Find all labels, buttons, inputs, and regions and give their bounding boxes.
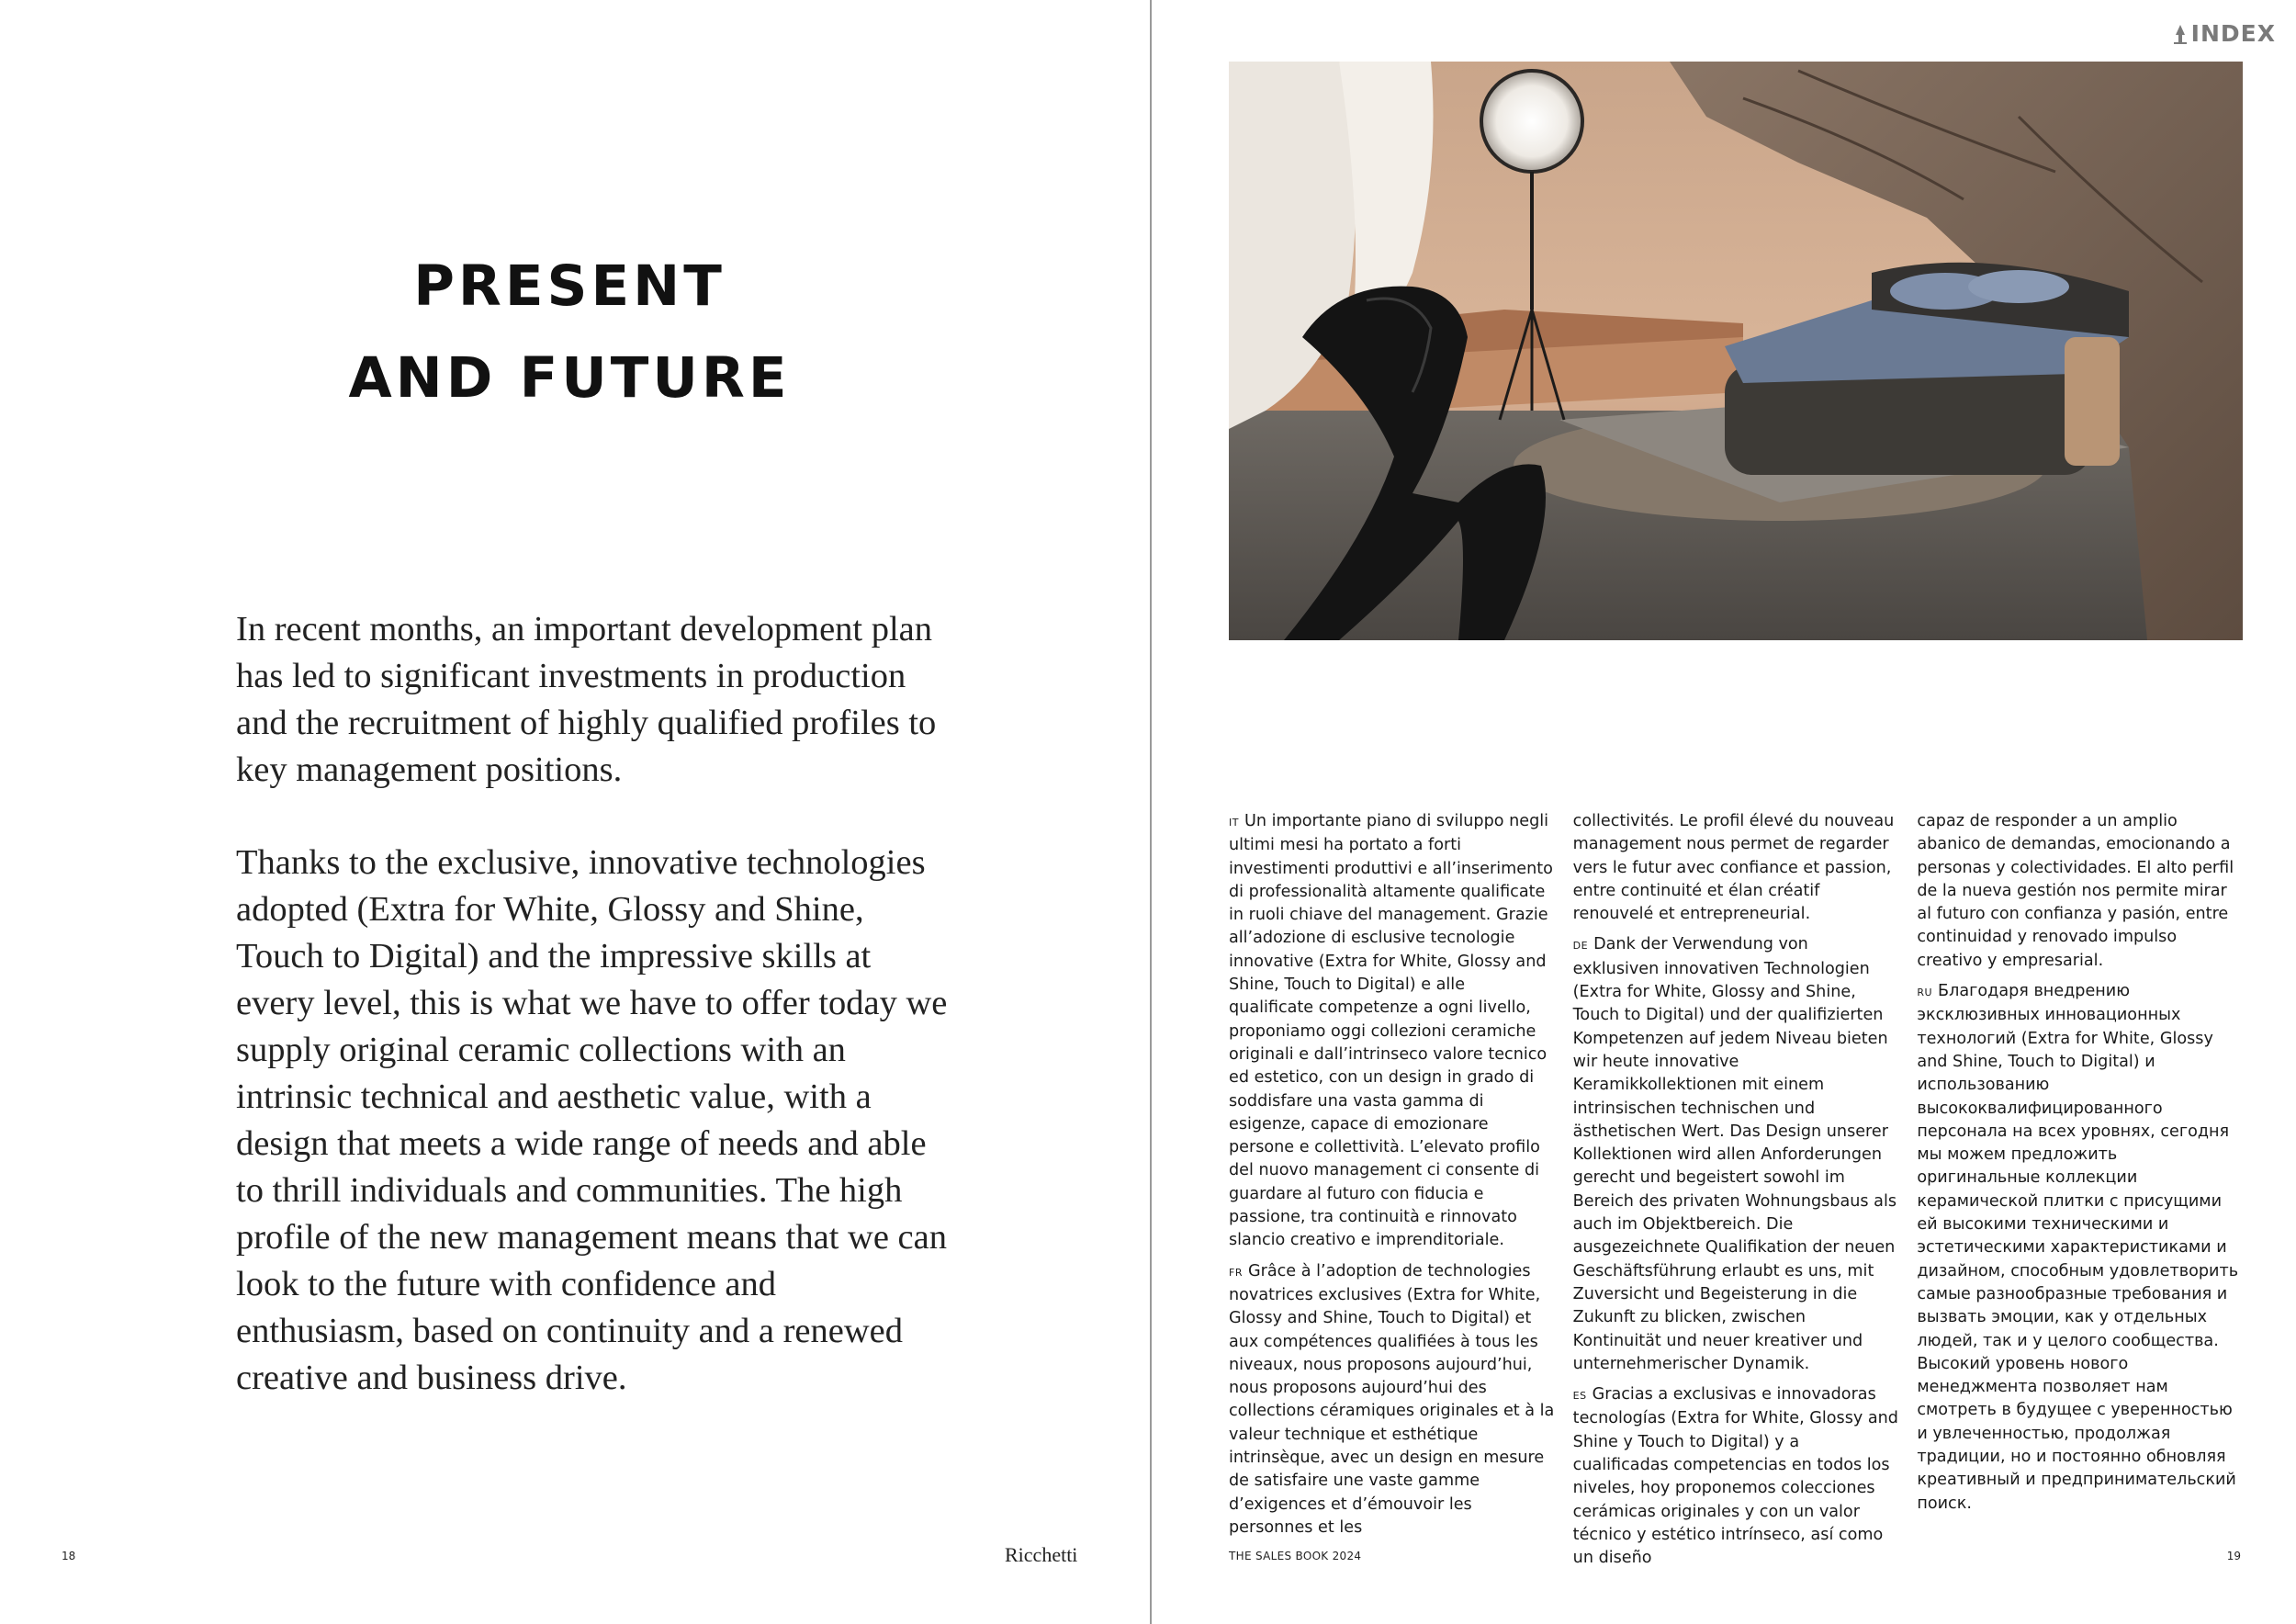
lang-code-fr: FR bbox=[1229, 1266, 1243, 1279]
lang-code-de: DE bbox=[1572, 940, 1589, 953]
multilingual-columns bbox=[1229, 810, 2243, 1578]
intro-paragraph-1: In recent months, an important development plan has led to significant investments in production and the recruitment of highly qualified profiles to key management positions. bbox=[236, 610, 937, 789]
column-1 bbox=[1229, 810, 1555, 1578]
index-label: INDEX bbox=[2190, 20, 2276, 47]
lang-code-es: ES bbox=[1572, 1390, 1587, 1403]
paragraph-it bbox=[1229, 810, 1555, 1253]
bedroom-scene-image bbox=[1229, 62, 2243, 640]
title-line-2: AND FUTURE bbox=[348, 345, 791, 411]
lang-code-it: IT bbox=[1229, 817, 1239, 829]
title-line-1: PRESENT bbox=[413, 254, 726, 319]
column-2 bbox=[1573, 810, 1899, 1578]
text-fr: Grâce à l’adoption de technologies novatrices exclusives (Extra for White, Glossy and Shine, Touch to Digital) et aux compétences qualifiées à tous les niveaux, nous proposons aujourd’hui, nous proposons aujourd’hui des collections céramiques originales et à la valeur technique et esthétique intrinsèque, avec un design en mesure de satisfaire une vaste gamme d’exigences et d’émouvoir les personnes et les bbox=[1229, 1261, 1555, 1537]
page-title bbox=[220, 241, 918, 424]
column-3 bbox=[1917, 810, 2243, 1578]
intro-paragraph-2: Thanks to the exclusive, innovative technologies adopted (Extra for White, Glossy and Shine, Touch to Digital) and the impressive skills at every level, this is what we have to offer today we supply original ceramic collections with an intrinsic technical and aesthetic value, with a design that meets a wide range of needs and able to thrill individuals and communities. The high profile of the new management means that we can look to the future with confidence and enthusiasm, based on continuity and a renewed creative and business drive. bbox=[236, 843, 948, 1397]
lang-code-ru: RU bbox=[1917, 987, 1933, 999]
paragraph-de bbox=[1573, 933, 1899, 1376]
text-es: Gracias a exclusivas e innovadoras tecnologías (Extra for White, Glossy and Shine y Touch to Digital) y a cualificadas competencias en todos los niveles, hoy proponemos colecciones cerámicas originales y con un valor técnico y estético intrínseco, así como un diseño bbox=[1572, 1385, 1898, 1568]
text-it: Un importante piano di sviluppo negli ultimi mesi ha portato a forti investimenti produttivi e all’inserimento di professionalità altamente qualificate in ruoli chiave del management. Grazie all’adozione di esclusive tecnologie innovative (Extra for White, Glossy and Shine, Touch to Digital) e alle qualificate competenze a ogni livello, proponiamo oggi collezioni ceramiche originali e dall’intrinseco valore tecnico ed estetico, con un design in grado di soddisfare una vasta gamma di esigenze, capace di emozionare persone e collettività. L’elevato profilo del nuovo management ci consente di guardare al futuro con fiducia e passione, tra continuità e rinnovato slancio creativo e imprenditoriale. bbox=[1229, 812, 1553, 1250]
footer-label: THE SALES BOOK 2024 bbox=[1229, 1550, 1362, 1562]
intro-text bbox=[236, 606, 952, 1448]
paragraph-fr-continued: collectivités. Le profil élevé du nouveau management nous permet de regarder vers le futur avec confiance et passion, entre continuité et élan créatif renouvelé et entrepreneurial. bbox=[1572, 812, 1895, 924]
paragraph-ru bbox=[1917, 980, 2243, 1516]
paragraph-es bbox=[1573, 1383, 1899, 1570]
index-link[interactable] bbox=[2173, 20, 2276, 47]
text-ru: Благодаря внедрению эксклюзивных инновационных технологий (Extra for White, Glossy and Shine, Touch to Digital) и использованию высококвалифицированного персонала на всех уровнях, сегодня мы можем предложить оригинальные коллекции керамической плитки с присущими ей высокими техническими и эстетическими характеристиками и дизайном, способным удовлетворить самые разнообразные требования и вызвать эмоции, как у отдельных людей, так и у целого сообщества. Высокий уровень нового менеджмента позволяет нам смотреть в будущее с уверенностью и увлеченностью, продолжая традиции, но и постоянно обновляя креативный и предпринимательский поиск. bbox=[1917, 982, 2239, 1513]
index-arrow-icon bbox=[2173, 24, 2188, 44]
brand-logo: Ricchetti bbox=[1005, 1543, 1078, 1566]
right-page bbox=[1152, 0, 2296, 1624]
bedroom-photo bbox=[1229, 62, 2243, 640]
paragraph-fr bbox=[1229, 1260, 1555, 1540]
paragraph-es-continued: capaz de responder a un amplio abanico de demandas, emocionando a personas y colectividades. El alto perfil de la nueva gestión nos permite mirar al futuro con confianza y pasión, entre continuidad y renovado impulso creativo y empresarial. bbox=[1917, 812, 2234, 970]
page-number-left: 18 bbox=[62, 1550, 76, 1562]
page-number-right: 19 bbox=[2226, 1550, 2241, 1562]
text-de: Dank der Verwendung von exklusiven innovativen Technologien (Extra for White, Glossy and Shine, Touch to Digital) und der qualifizierten Kompetenzen auf jedem Niveau bieten wir heute innovative Keramikkollektionen mit einem intrinsischen technischen und ästhetischen Wert. Das Design unserer Kollektionen wird allen Anforderungen gerecht und begeistert sowohl im Bereich des privaten Wohnungsbaus als auch im Objektbereich. Die ausgezeichnete Qualifikation der neuen Geschäftsführung erlaubt es uns, mit Zuversicht und Begeisterung in die Zukunft zu blicken, zwischen Kontinuität und neuer kreativer und unternehmerischer Dynamik. bbox=[1572, 935, 1897, 1373]
